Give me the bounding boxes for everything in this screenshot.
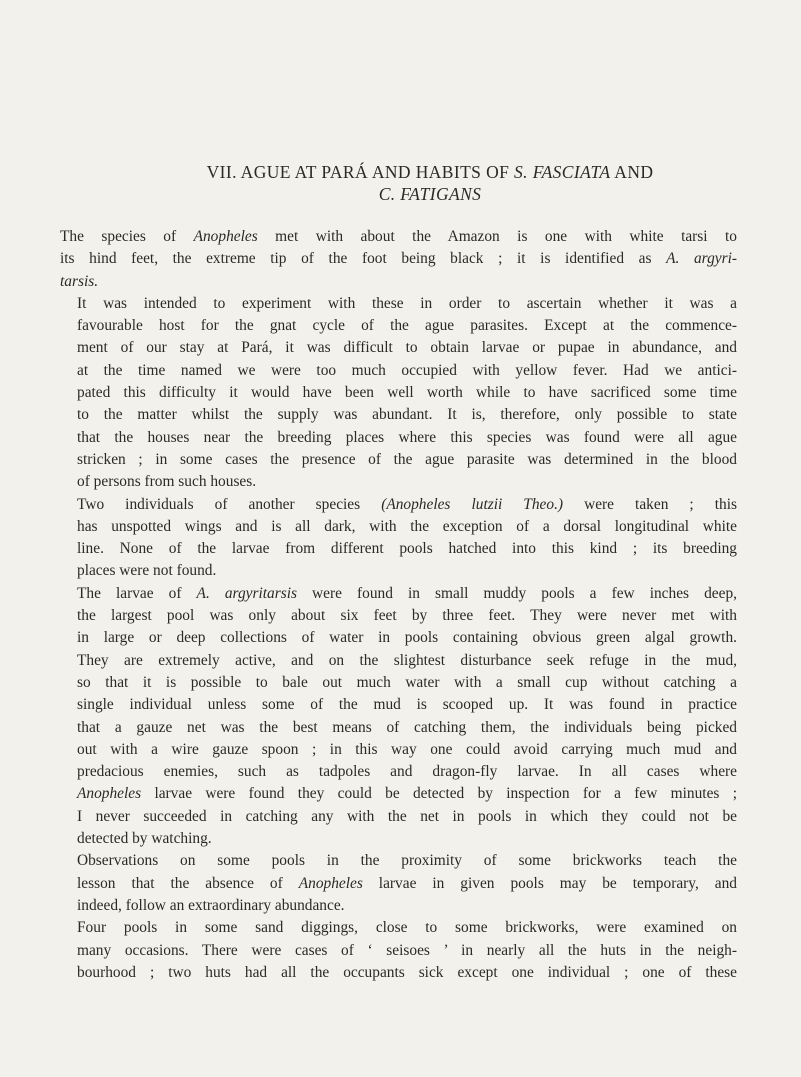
text-run: detected by watching. bbox=[77, 830, 212, 848]
text-line bbox=[57, 828, 737, 850]
text-run: to the matter whilst the supply was abundant. It is, therefore, only possible to state bbox=[77, 406, 737, 424]
text-run: of persons from such houses. bbox=[77, 473, 257, 491]
text-line bbox=[57, 471, 737, 493]
text-run: in large or deep collections of water in pools containing obvious green algal growth. bbox=[77, 629, 737, 647]
body-text bbox=[57, 226, 737, 984]
text-line bbox=[57, 404, 737, 426]
heading-species-stegomyia: S. FASCIATA bbox=[514, 162, 611, 182]
italic-text: Anopheles bbox=[193, 228, 258, 245]
text-line bbox=[57, 516, 737, 538]
text-line bbox=[57, 650, 737, 672]
paragraph bbox=[57, 583, 737, 851]
text-line bbox=[57, 873, 737, 895]
text-line bbox=[57, 717, 737, 739]
italic-text: tarsis. bbox=[60, 272, 99, 290]
text-line bbox=[57, 694, 737, 716]
text-run: line. None of the larvae from different pools hatched into this kind ; its breeding bbox=[77, 540, 737, 558]
text-run: larvae were found they could be detected by inspection for a few minutes ; bbox=[141, 785, 737, 803]
text-run: pated this difficulty it would have been well worth while to have sacrificed some time bbox=[77, 384, 737, 402]
text-run: places were not found. bbox=[77, 562, 217, 580]
text-line bbox=[57, 226, 737, 248]
text-line bbox=[57, 315, 737, 337]
italic-text: Anopheles bbox=[298, 874, 363, 892]
text-run: the largest pool was only about six feet by three feet. They were never met with bbox=[77, 607, 737, 625]
text-run: It was intended to experiment with these in order to ascertain whether it was a bbox=[77, 294, 737, 312]
text-run: I never succeeded in catching any with the net in pools in which they could not be bbox=[77, 807, 737, 825]
text-run: The species of bbox=[60, 228, 194, 245]
paragraph bbox=[57, 293, 737, 494]
italic-text: A. argyri- bbox=[666, 250, 737, 268]
text-line bbox=[57, 850, 737, 872]
text-run: its hind feet, the extreme tip of the foot being black ; it is identified as bbox=[60, 250, 667, 268]
text-line bbox=[57, 494, 737, 516]
text-run: that the houses near the breeding places where this species was found were all ague bbox=[77, 428, 737, 446]
heading-text-and: AND bbox=[610, 162, 654, 182]
paragraph bbox=[57, 226, 737, 293]
text-run: predacious enemies, such as tadpoles and dragon-fly larvae. In all cases where bbox=[77, 763, 737, 781]
text-run: has unspotted wings and is all dark, with the exception of a dorsal longitudinal white bbox=[77, 517, 737, 535]
section-heading bbox=[120, 162, 740, 183]
text-line bbox=[57, 940, 737, 962]
text-run: single individual unless some of the mud is scooped up. It was found in practice bbox=[77, 696, 737, 714]
text-run: were taken ; this bbox=[563, 495, 737, 513]
text-line bbox=[57, 337, 737, 359]
text-run: were found in small muddy pools a few inches deep, bbox=[296, 584, 737, 602]
text-line bbox=[57, 449, 737, 471]
text-line bbox=[57, 962, 737, 984]
text-run: They are extremely active, and on the slightest disturbance seek refuge in the mud, bbox=[77, 651, 737, 669]
text-line bbox=[57, 538, 737, 560]
text-run: out with a wire gauze spoon ; in this way one could avoid carrying much mud and bbox=[77, 740, 737, 758]
text-line bbox=[57, 627, 737, 649]
text-run: ment of our stay at Pará, it was difficult to obtain larvae or pupae in abundance, and bbox=[77, 339, 737, 357]
text-run: stricken ; in some cases the presence of the ague parasite was determined in the blood bbox=[77, 450, 737, 468]
text-line bbox=[57, 271, 737, 293]
text-run: so that it is possible to bale out much water with a small cup without catching a bbox=[77, 673, 737, 691]
text-run: bourhood ; two huts had all the occupants sick except one individual ; one of these bbox=[77, 963, 737, 981]
text-run: favourable host for the gnat cycle of the ague parasites. Except at the commence- bbox=[77, 317, 737, 335]
section-heading-continued bbox=[120, 184, 740, 205]
text-run: larvae in given pools may be temporary, and bbox=[362, 874, 738, 892]
text-line bbox=[57, 605, 737, 627]
paragraph bbox=[57, 850, 737, 917]
text-line bbox=[57, 917, 737, 939]
text-run: lesson that the absence of bbox=[77, 874, 299, 892]
text-run: Observations on some pools in the proximity of some brickworks teach the bbox=[77, 852, 737, 870]
text-line bbox=[57, 427, 737, 449]
text-line bbox=[57, 739, 737, 761]
heading-species-culex: C. FATIGANS bbox=[378, 184, 482, 204]
text-line bbox=[57, 560, 737, 582]
heading-text: VII. AGUE AT PARÁ AND HABITS OF bbox=[206, 162, 515, 182]
text-run: at the time named we were too much occupied with yellow fever. Had we antici- bbox=[77, 361, 737, 379]
paragraph bbox=[57, 494, 737, 583]
text-line bbox=[57, 248, 737, 270]
text-run: many occasions. There were cases of ‘ seisoes ’ in nearly all the huts in the neigh- bbox=[77, 941, 737, 959]
text-line bbox=[57, 895, 737, 917]
text-line bbox=[57, 761, 737, 783]
paragraph bbox=[57, 917, 737, 984]
text-line bbox=[57, 293, 737, 315]
text-line bbox=[57, 382, 737, 404]
italic-text: A. argyritarsis bbox=[196, 584, 297, 602]
italic-text: Anopheles bbox=[77, 785, 142, 803]
text-run: Four pools in some sand diggings, close to some brickworks, were examined on bbox=[77, 919, 737, 937]
text-line bbox=[57, 583, 737, 605]
text-line bbox=[57, 360, 737, 382]
text-line bbox=[57, 806, 737, 828]
text-line bbox=[57, 672, 737, 694]
text-run: The larvae of bbox=[77, 584, 197, 602]
text-run: Two individuals of another species bbox=[77, 495, 382, 513]
text-run: indeed, follow an extraordinary abundance. bbox=[77, 896, 345, 914]
text-run: met with about the Amazon is one with white tarsi to bbox=[257, 228, 737, 245]
text-run: that a gauze net was the best means of catching them, the individuals being picked bbox=[77, 718, 737, 736]
text-line bbox=[57, 783, 737, 805]
italic-text: (Anopheles lutzii Theo.) bbox=[381, 495, 564, 513]
